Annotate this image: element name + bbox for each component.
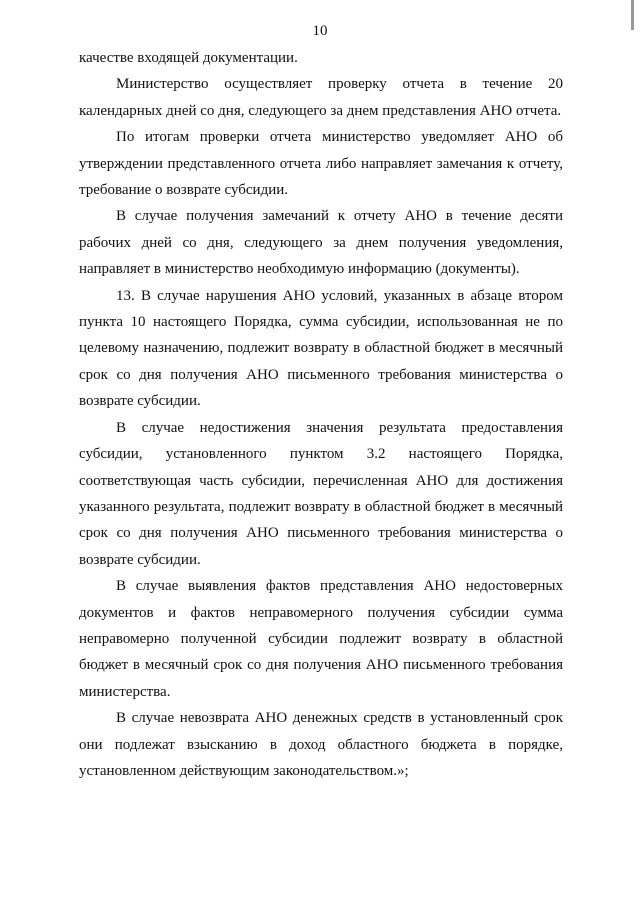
paragraph-result-not-achieved: В случае недостижения значения результата предоставления субсидии, установленного пунктом 3.2 настоящего Порядка, соответствующая часть субсидии, перечисленная АНО для достижения указанного результата, подлежит возврату в областной бюджет в месячный срок со дня получения АНО письменного требования министерства о возврате субсидии. [79,419,563,568]
paragraph-continuation: качестве входящей документации. [79,50,298,66]
paragraph-remarks: В случае получения замечаний к отчету АНО в течение десяти рабочих дней со дня, следующего за днем получения уведомления, направляет в министерство необходимую информацию (документы). [79,208,563,278]
paragraph-item-13: 13. В случае нарушения АНО условий, указанных в абзаце втором пункта 10 настоящего Порядка, сумма субсидии, использованная не по целевому назначению, подлежит возврату в областной бюджет в месячный срок со дня получения АНО письменного требования министерства о возврате субсидии. [79,287,563,410]
document-body [79,45,563,784]
paragraph-verification-period: Министерство осуществляет проверку отчета в течение 20 календарных дней со дня, следующего за днем представления АНО отчета. [79,76,563,119]
paragraph-unreliable-documents: В случае выявления фактов представления АНО недостоверных документов и фактов неправомерного получения субсидии сумма неправомерно полученной субсидии подлежит возврату в областной бюджет в месячный срок со дня получения АНО письменного требования министерства. [79,578,563,700]
page-number: 10 [312,23,328,39]
paragraph-non-return: В случае невозврата АНО денежных средств в установленный срок они подлежат взысканию в доход областного бюджета в порядке, установленном действующим законодательством.»; [79,710,563,779]
paragraph-verification-results: По итогам проверки отчета министерство уведомляет АНО об утверждении представленного отчета либо направляет замечания к отчету, требование о возврате субсидии. [79,129,563,199]
